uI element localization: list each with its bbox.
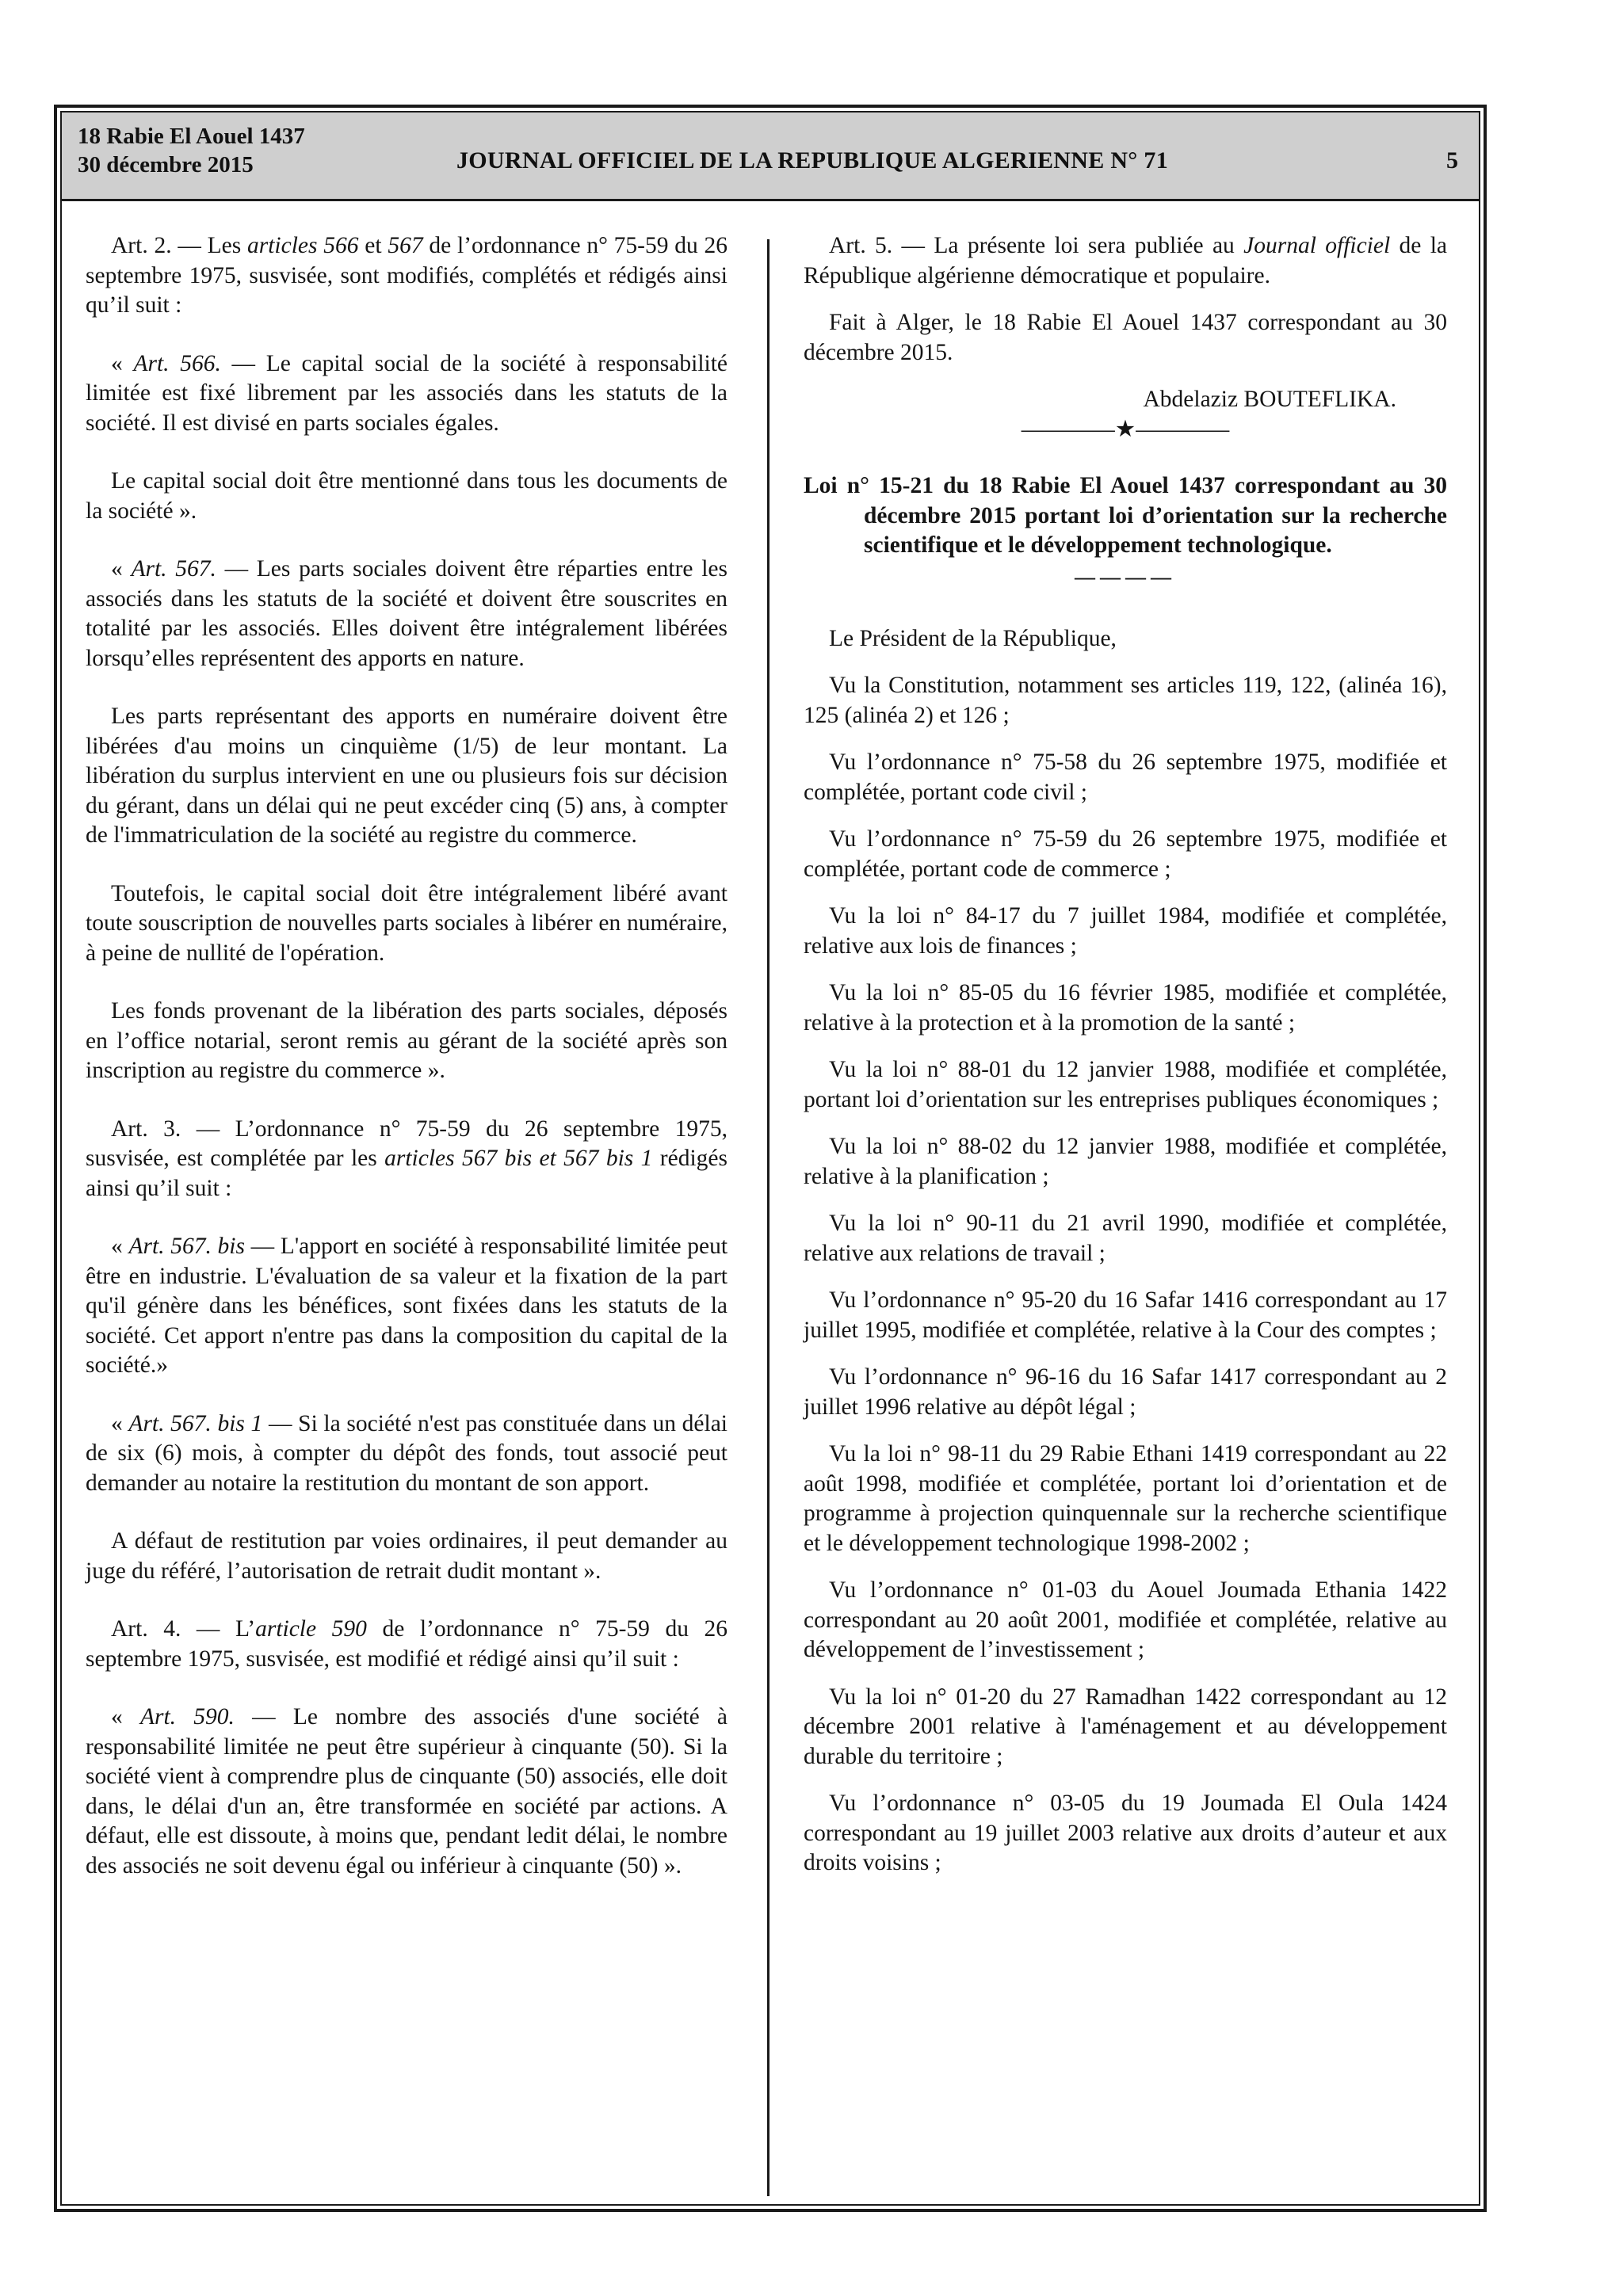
paragraph-em1: Art. 567. bis 1 bbox=[128, 1410, 263, 1436]
paragraph-rest: Toutefois, le capital social doit être intégralement libéré avant toute souscription de nouvelles parts sociales à libérer en numéraire, à peine de nullité de l'opération. bbox=[86, 880, 727, 966]
paragraph-rest: de l’ordonnance n° 75-59 du 26 septembre 1975, susvisée, est modifié et rédigé ainsi qu’il suit : bbox=[86, 1616, 727, 1672]
paragraph-lead: « bbox=[111, 1704, 140, 1730]
article-5 bbox=[804, 231, 1447, 291]
paragraph-rest: Les fonds provenant de la libération des parts sociales, déposés en l’office notarial, seront remis au gérant de la société après son inscription au registre du commerce ». bbox=[86, 998, 727, 1083]
paragraph-lead: « bbox=[111, 1410, 129, 1436]
paragraph-lead: « bbox=[111, 556, 132, 582]
paragraph-rest: de l’ordonnance n° 75-59 du 26 septembre 1975, susvisée, sont modifiés, complétés et rédigés ainsi qu’il suit : bbox=[86, 233, 728, 318]
done-at-paragraph: Fait à Alger, le 18 Rabie El Aouel 1437 correspondant au 30 décembre 2015. bbox=[804, 310, 1447, 365]
left-paragraph bbox=[86, 231, 727, 321]
left-paragraph bbox=[86, 702, 727, 851]
paragraph-em1: articles 566 bbox=[246, 233, 359, 258]
paragraph-em1: Art. 590. bbox=[139, 1704, 235, 1730]
left-paragraph bbox=[86, 997, 727, 1086]
paragraph-rest: — Les parts sociales doivent être réparties entre les associés dans les statuts de la société et doivent être souscrites en totalité par les associés. Elles doivent être intégralement libérées lorsqu’elles représentent des apports en nature. bbox=[86, 556, 728, 671]
star-separator: ————★———— bbox=[1021, 416, 1230, 442]
left-paragraph bbox=[86, 1409, 727, 1499]
page-number: 5 bbox=[1446, 147, 1458, 174]
article-5-rest: de la République algérienne démocratique et populaire. bbox=[804, 233, 1448, 288]
paragraph-lead: « bbox=[111, 1234, 129, 1259]
visa-paragraph: Vu la loi n° 01-20 du 27 Ramadhan 1422 correspondant au 12 décembre 2001 relative à l'aménagement et au développement durable du territoire ; bbox=[804, 1684, 1447, 1769]
visa-paragraph: Vu la loi n° 85-05 du 16 février 1985, modifiée et complétée, relative à la protection et à la promotion de la santé ; bbox=[804, 980, 1447, 1035]
visa-paragraph: Vu la loi n° 98-11 du 29 Rabie Ethani 1419 correspondant au 22 août 1998, modifiée et complétée, portant loi d’orientation et de programme à projection quinquennale sur la recherche scientifique et le développement technologique 1998-2002 ; bbox=[804, 1441, 1447, 1556]
paragraph-lead: Art. 3. — L’ordonnance n° 75-59 du 26 septembre 1975, susvisée, est complétée par les bbox=[86, 1116, 727, 1171]
paragraph-em1: Art. 566. bbox=[133, 350, 221, 376]
left-paragraph bbox=[86, 1615, 727, 1674]
visa-paragraph: Vu l’ordonnance n° 03-05 du 19 Joumada El Oula 1424 correspondant au 19 juillet 2003 relative aux droits d’auteur et aux droits voisins ; bbox=[804, 1791, 1447, 1875]
left-paragraph bbox=[86, 1232, 727, 1381]
visa-paragraph: Vu la loi n° 88-02 du 12 janvier 1988, modifiée et complétée, relative à la planification ; bbox=[804, 1134, 1447, 1189]
paragraph-mid1: et bbox=[358, 233, 388, 258]
visa-paragraph: Vu l’ordonnance n° 75-59 du 26 septembre 1975, modifiée et complétée, portant code de commerce ; bbox=[804, 826, 1447, 882]
visa-paragraph: Vu la loi n° 84-17 du 7 juillet 1984, modifiée et complétée, relative aux lois de finances ; bbox=[804, 903, 1447, 959]
journal-title: JOURNAL OFFICIEL DE LA REPUBLIQUE ALGERIENNE N° 71 bbox=[456, 147, 1168, 174]
visa-paragraph: Vu la Constitution, notamment ses articles 119, 122, (alinéa 16), 125 (alinéa 2) et 126 ; bbox=[804, 673, 1447, 728]
visas-list bbox=[804, 671, 1447, 1878]
paragraph-lead: Art. 4. — L’ bbox=[111, 1616, 256, 1642]
right-column bbox=[804, 231, 1447, 1896]
date-gregorian: 30 décembre 2015 bbox=[78, 152, 254, 177]
law-separator: ———— bbox=[1075, 565, 1176, 589]
paragraph-em1: Art. 567. bis bbox=[128, 1234, 245, 1259]
left-paragraph bbox=[86, 1703, 727, 1881]
paragraph-em2: 567 bbox=[388, 233, 423, 258]
left-paragraph bbox=[86, 467, 727, 526]
visa-paragraph: Vu la loi n° 90-11 du 21 avril 1990, modifiée et complétée, relative aux relations de travail ; bbox=[804, 1211, 1447, 1266]
paragraph-rest: Le capital social doit être mentionné dans tous les documents de la société ». bbox=[86, 468, 727, 524]
visa-paragraph: Vu l’ordonnance n° 95-20 du 16 Safar 1416 correspondant au 17 juillet 1995, modifiée et complétée, relative à la Cour des comptes ; bbox=[804, 1287, 1447, 1343]
paragraph-rest: — L'apport en société à responsabilité limitée peut être en industrie. L'évaluation de sa valeur et la fixation de la part qu'il génère dans les bénéfices, sont fixées dans les statuts de la société. Cet apport n'entre pas dans la composition du capital de la société.» bbox=[86, 1234, 728, 1378]
left-paragraph bbox=[86, 555, 727, 673]
paragraph-rest: — Si la société n'est pas constituée dans un délai de six (6) mois, à compter du dépôt des fonds, tout associé peut demander au notaire la restitution du montant de son apport. bbox=[86, 1410, 727, 1496]
article-5-lead: Art. 5. — La présente loi sera publiée au bbox=[829, 233, 1244, 258]
paragraph-rest: — Le capital social de la société à responsabilité limitée est fixé librement par les associés dans les statuts de la société. Il est divisé en parts sociales égales. bbox=[86, 350, 727, 436]
article-5-journal: Journal officiel bbox=[1243, 233, 1391, 258]
paragraph-em1: article 590 bbox=[255, 1616, 367, 1642]
law-title: Loi n° 15-21 du 18 Rabie El Aouel 1437 correspondant au 30 décembre 2015 portant loi d’orientation sur la recherche scientifique et le développement technologique. bbox=[804, 473, 1447, 558]
paragraph-rest: A défaut de restitution par voies ordinaires, il peut demander au juge du référé, l’autorisation de retrait dudit montant ». bbox=[86, 1528, 727, 1584]
paragraph-rest: Les parts représentant des apports en numéraire doivent être libérées d'au moins un cinquième (1/5) de leur montant. La libération du surplus intervient en une ou plusieurs fois sur décision du gérant, dans un délai qui ne peut excéder cinq (5) ans, à compter de l'immatriculation de la société au registre du commerce. bbox=[86, 704, 727, 848]
left-paragraph bbox=[86, 879, 727, 969]
journal-header bbox=[62, 113, 1479, 201]
date-hijri: 18 Rabie El Aouel 1437 bbox=[78, 124, 305, 149]
issue-date bbox=[78, 122, 305, 179]
visa-paragraph: Vu la loi n° 88-01 du 12 janvier 1988, modifiée et complétée, portant loi d’orientation sur les entreprises publiques économiques ; bbox=[804, 1057, 1447, 1112]
paragraph-em1: articles 567 bis et 567 bis 1 bbox=[384, 1146, 653, 1171]
visa-paragraph: Vu l’ordonnance n° 01-03 du Aouel Joumada Ethania 1422 correspondant au 20 août 2001, modifiée et complétée, relative au développement de l’investissement ; bbox=[804, 1577, 1447, 1662]
visa-paragraph: Vu l’ordonnance n° 96-16 du 16 Safar 1417 correspondant au 2 juillet 1996 relative au dépôt légal ; bbox=[804, 1364, 1447, 1420]
paragraph-lead: « bbox=[111, 350, 134, 376]
visa-paragraph: Vu l’ordonnance n° 75-58 du 26 septembre 1975, modifiée et complétée, portant code civil ; bbox=[804, 749, 1447, 805]
president-line: Le Président de la République, bbox=[829, 625, 1117, 651]
paragraph-lead: Art. 2. — Les bbox=[111, 233, 247, 258]
left-paragraph bbox=[86, 349, 727, 439]
left-paragraph bbox=[86, 1527, 727, 1586]
left-column bbox=[86, 231, 727, 1909]
column-divider bbox=[767, 239, 769, 2196]
paragraph-rest: rédigés ainsi qu’il suit : bbox=[86, 1146, 727, 1201]
left-paragraph bbox=[86, 1115, 727, 1204]
paragraph-rest: — Le nombre des associés d'une société à responsabilité limitée ne peut être supérieur à cinquante (50). Si la société vient à comprendre plus de cinquante (50) associés, elle doit dans, le délai d'un an, être transformée en société par actions. A défaut, elle est dissoute, à moins que, pendant ledit délai, le nombre des associés ne soit devenu égal ou inférieur à cinquante (50) ». bbox=[86, 1704, 728, 1878]
paragraph-em1: Art. 567. bbox=[131, 556, 216, 582]
signature: Abdelaziz BOUTEFLIKA. bbox=[1143, 387, 1396, 412]
